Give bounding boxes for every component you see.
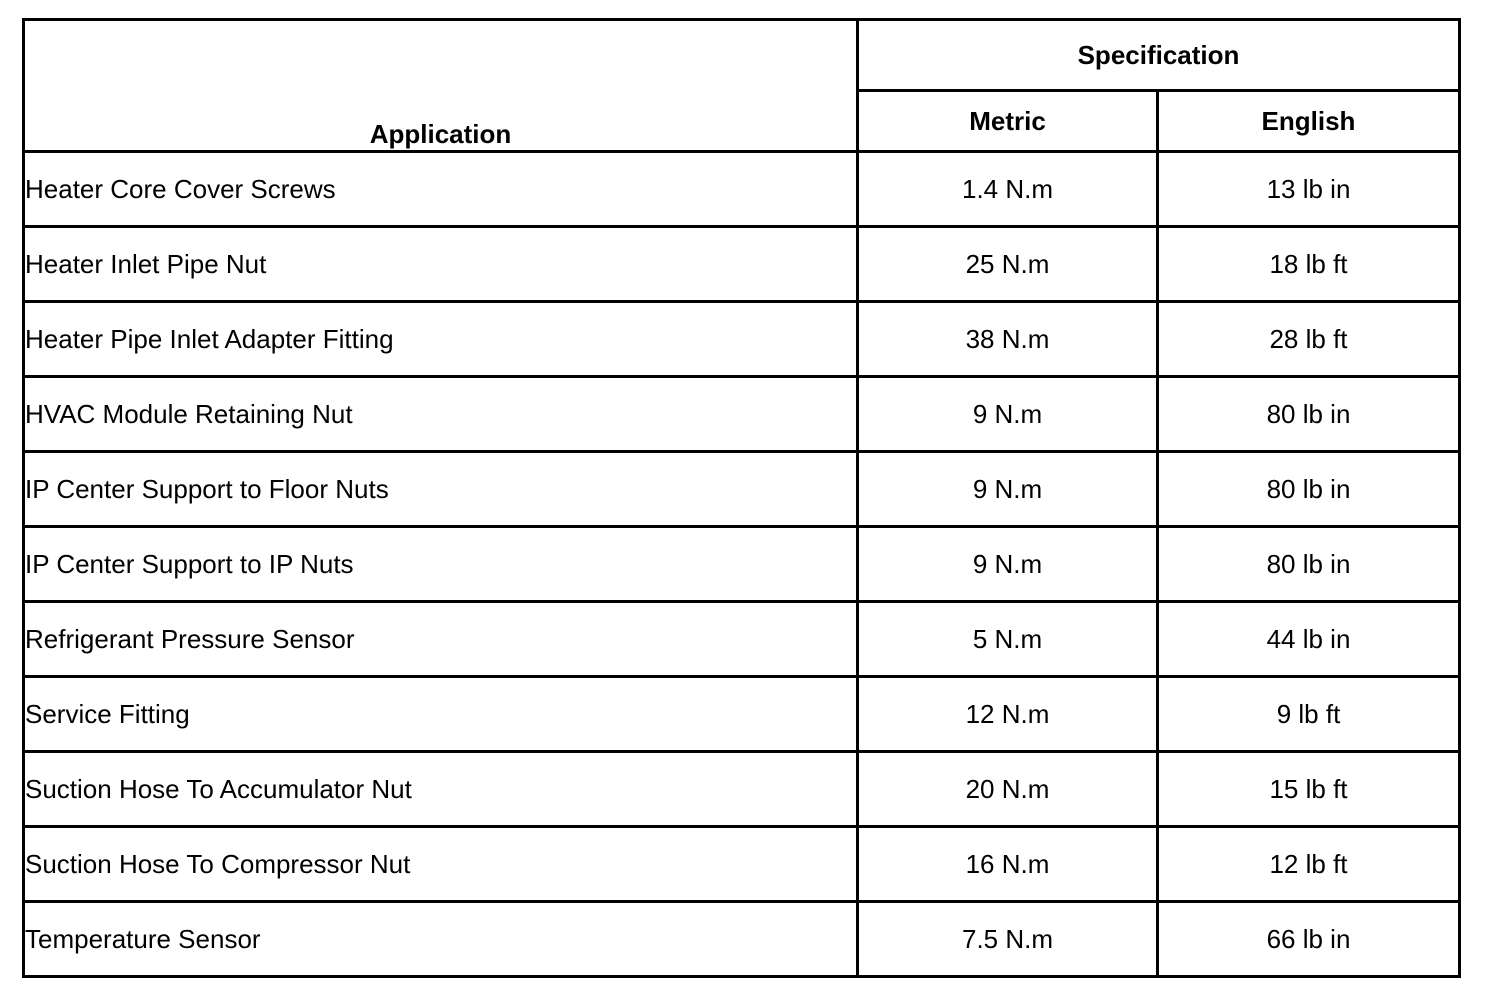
english-cell: 18 lb ft [1158, 227, 1460, 302]
metric-cell: 5 N.m [858, 602, 1158, 677]
table-row [24, 152, 1460, 227]
english-cell: 80 lb in [1158, 452, 1460, 527]
metric-cell: 9 N.m [858, 377, 1158, 452]
table-row [24, 302, 1460, 377]
table-row [24, 752, 1460, 827]
english-cell: 80 lb in [1158, 527, 1460, 602]
english-cell: 28 lb ft [1158, 302, 1460, 377]
table-row [24, 602, 1460, 677]
application-cell: Suction Hose To Compressor Nut [24, 827, 858, 902]
table-row [24, 527, 1460, 602]
table-row [24, 902, 1460, 977]
header-metric: Metric [858, 91, 1158, 152]
metric-cell: 16 N.m [858, 827, 1158, 902]
english-cell: 44 lb in [1158, 602, 1460, 677]
metric-cell: 7.5 N.m [858, 902, 1158, 977]
metric-cell: 1.4 N.m [858, 152, 1158, 227]
english-cell: 66 lb in [1158, 902, 1460, 977]
application-cell: HVAC Module Retaining Nut [24, 377, 858, 452]
english-cell: 80 lb in [1158, 377, 1460, 452]
header-application: Application [24, 20, 858, 152]
metric-cell: 25 N.m [858, 227, 1158, 302]
application-cell: IP Center Support to IP Nuts [24, 527, 858, 602]
application-cell: Service Fitting [24, 677, 858, 752]
application-cell: IP Center Support to Floor Nuts [24, 452, 858, 527]
metric-cell: 9 N.m [858, 452, 1158, 527]
application-cell: Refrigerant Pressure Sensor [24, 602, 858, 677]
table-row [24, 452, 1460, 527]
application-cell: Temperature Sensor [24, 902, 858, 977]
application-cell: Heater Pipe Inlet Adapter Fitting [24, 302, 858, 377]
table-header [24, 20, 1460, 152]
metric-cell: 20 N.m [858, 752, 1158, 827]
torque-specification-table [22, 18, 1461, 978]
metric-cell: 9 N.m [858, 527, 1158, 602]
english-cell: 9 lb ft [1158, 677, 1460, 752]
header-english: English [1158, 91, 1460, 152]
application-cell: Suction Hose To Accumulator Nut [24, 752, 858, 827]
table-body [24, 152, 1460, 977]
application-cell: Heater Inlet Pipe Nut [24, 227, 858, 302]
english-cell: 12 lb ft [1158, 827, 1460, 902]
table-row [24, 827, 1460, 902]
table-row [24, 377, 1460, 452]
table-row [24, 677, 1460, 752]
metric-cell: 38 N.m [858, 302, 1158, 377]
table-row [24, 227, 1460, 302]
english-cell: 15 lb ft [1158, 752, 1460, 827]
application-cell: Heater Core Cover Screws [24, 152, 858, 227]
header-specification: Specification [858, 20, 1460, 91]
english-cell: 13 lb in [1158, 152, 1460, 227]
metric-cell: 12 N.m [858, 677, 1158, 752]
